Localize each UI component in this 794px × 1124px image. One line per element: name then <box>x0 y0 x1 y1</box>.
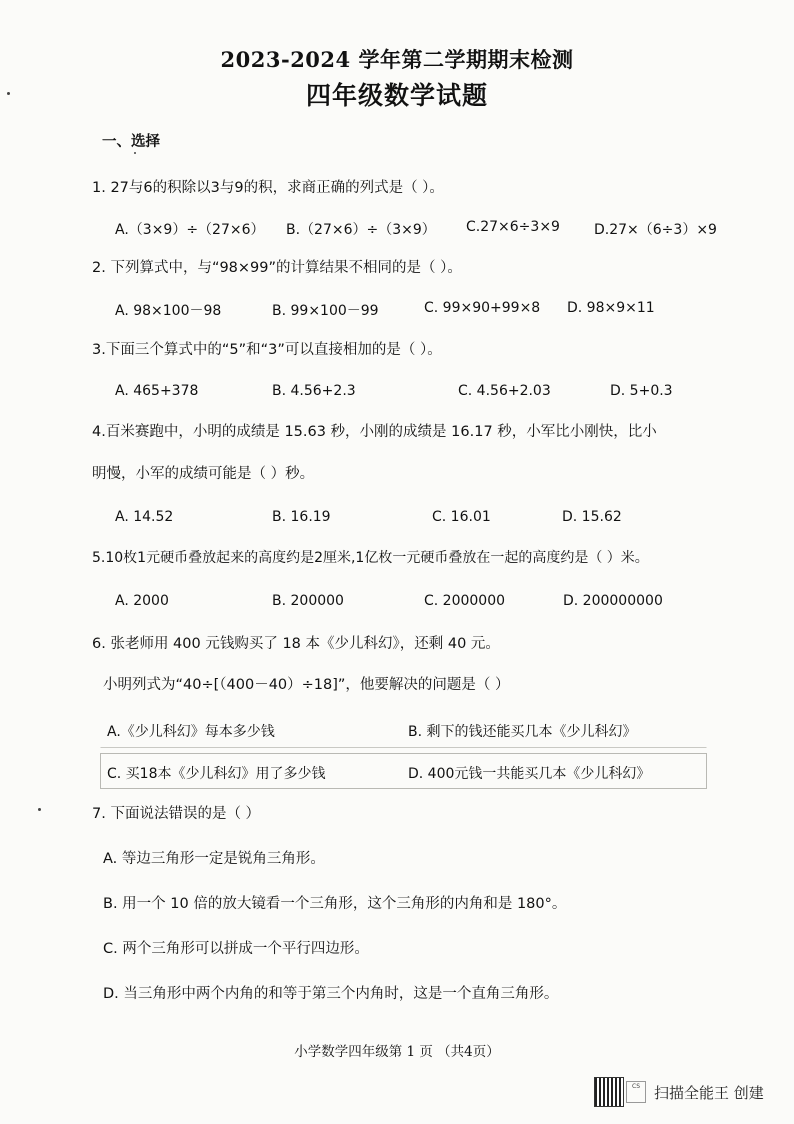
q2-option-c: C. 99×90+99×8 <box>424 300 541 316</box>
question-4-line-2: 明慢，小军的成绩可能是（ ）秒。 <box>92 466 315 482</box>
page-footer: 小学数学四年级第 1 页 （共4页） <box>294 1044 500 1060</box>
q7-option-c: C. 两个三角形可以拼成一个平行四边形。 <box>103 941 369 957</box>
q5-option-a: A. 2000 <box>115 593 169 609</box>
question-5: 5.10枚1元硬币叠放起来的高度约是2厘米,1亿枚一元硬币叠放在一起的高度约是（ ）米。 <box>92 550 649 566</box>
q2-option-d: D. 98×9×11 <box>567 300 655 316</box>
scanner-watermark <box>594 1076 774 1108</box>
q4-option-b: B. 16.19 <box>272 509 331 525</box>
question-6-line-1: 6. 张老师用 400 元钱购买了 18 本《少儿科幻》，还剩 40 元。 <box>92 636 500 652</box>
q3-option-b: B. 4.56+2.3 <box>272 383 356 399</box>
q7-option-a: A. 等边三角形一定是锐角三角形。 <box>103 851 325 867</box>
q6-option-a: A.《少儿科幻》每本多少钱 <box>107 724 275 740</box>
q1-option-b: B.（27×6）÷（3×9） <box>286 222 436 238</box>
q4-option-c: C. 16.01 <box>432 509 491 525</box>
qr-code-icon <box>594 1077 624 1107</box>
q1-option-a: A.（3×9）÷（27×6） <box>115 222 265 238</box>
q4-option-d: D. 15.62 <box>562 509 622 525</box>
q5-option-b: B. 200000 <box>272 593 344 609</box>
q7-option-b: B. 用一个 10 倍的放大镜看一个三角形，这个三角形的内角和是 180°。 <box>103 896 567 912</box>
question-3: 3.下面三个算式中的“5”和“3”可以直接相加的是（ ）。 <box>92 342 442 358</box>
q2-option-a: A. 98×100－98 <box>115 303 222 319</box>
q5-option-c: C. 2000000 <box>424 593 506 609</box>
question-4-line-1: 4.百米赛跑中，小明的成绩是 15.63 秒，小刚的成绩是 16.17 秒，小军比小刚快，比小 <box>92 424 657 440</box>
q3-option-c: C. 4.56+2.03 <box>458 383 551 399</box>
exam-subtitle: 四年级数学试题 <box>305 81 488 110</box>
scan-speck <box>134 152 136 154</box>
question-2: 2. 下列算式中，与“98×99”的计算结果不相同的是（ ）。 <box>92 260 462 276</box>
question-1: 1. 27与6的积除以3与9的积，求商正确的列式是（ ）。 <box>92 180 444 196</box>
scan-speck <box>38 808 41 811</box>
question-7: 7. 下面说法错误的是（ ） <box>92 806 261 822</box>
q6-option-b: B. 剩下的钱还能买几本《少儿科幻》 <box>408 724 637 740</box>
q1-option-d: D.27×（6÷3）×9 <box>594 222 717 238</box>
q4-option-a: A. 14.52 <box>115 509 174 525</box>
section-heading: 一、选择 <box>102 134 160 150</box>
q7-option-d: D. 当三角形中两个内角的和等于第三个内角时，这是一个直角三角形。 <box>103 986 559 1002</box>
question-6-line-2: 小明列式为“40÷[（400－40）÷18]”，他要解决的问题是（ ） <box>103 677 510 693</box>
q3-option-d: D. 5+0.3 <box>610 383 673 399</box>
exam-title: 2023-2024 学年第二学期期末检测 <box>220 47 574 72</box>
q6-option-c: C. 买18本《少儿科幻》用了多少钱 <box>107 766 326 782</box>
scan-speck <box>7 92 10 95</box>
q5-option-d: D. 200000000 <box>563 593 663 609</box>
scanner-watermark-text: 扫描全能王 创建 <box>654 1083 764 1102</box>
q2-option-b: B. 99×100－99 <box>272 303 379 319</box>
q3-option-a: A. 465+378 <box>115 383 199 399</box>
q6-option-d: D. 400元钱一共能买几本《少儿科幻》 <box>408 766 651 782</box>
app-logo-icon: CS <box>626 1081 646 1103</box>
q1-option-c: C.27×6÷3×9 <box>466 219 560 235</box>
